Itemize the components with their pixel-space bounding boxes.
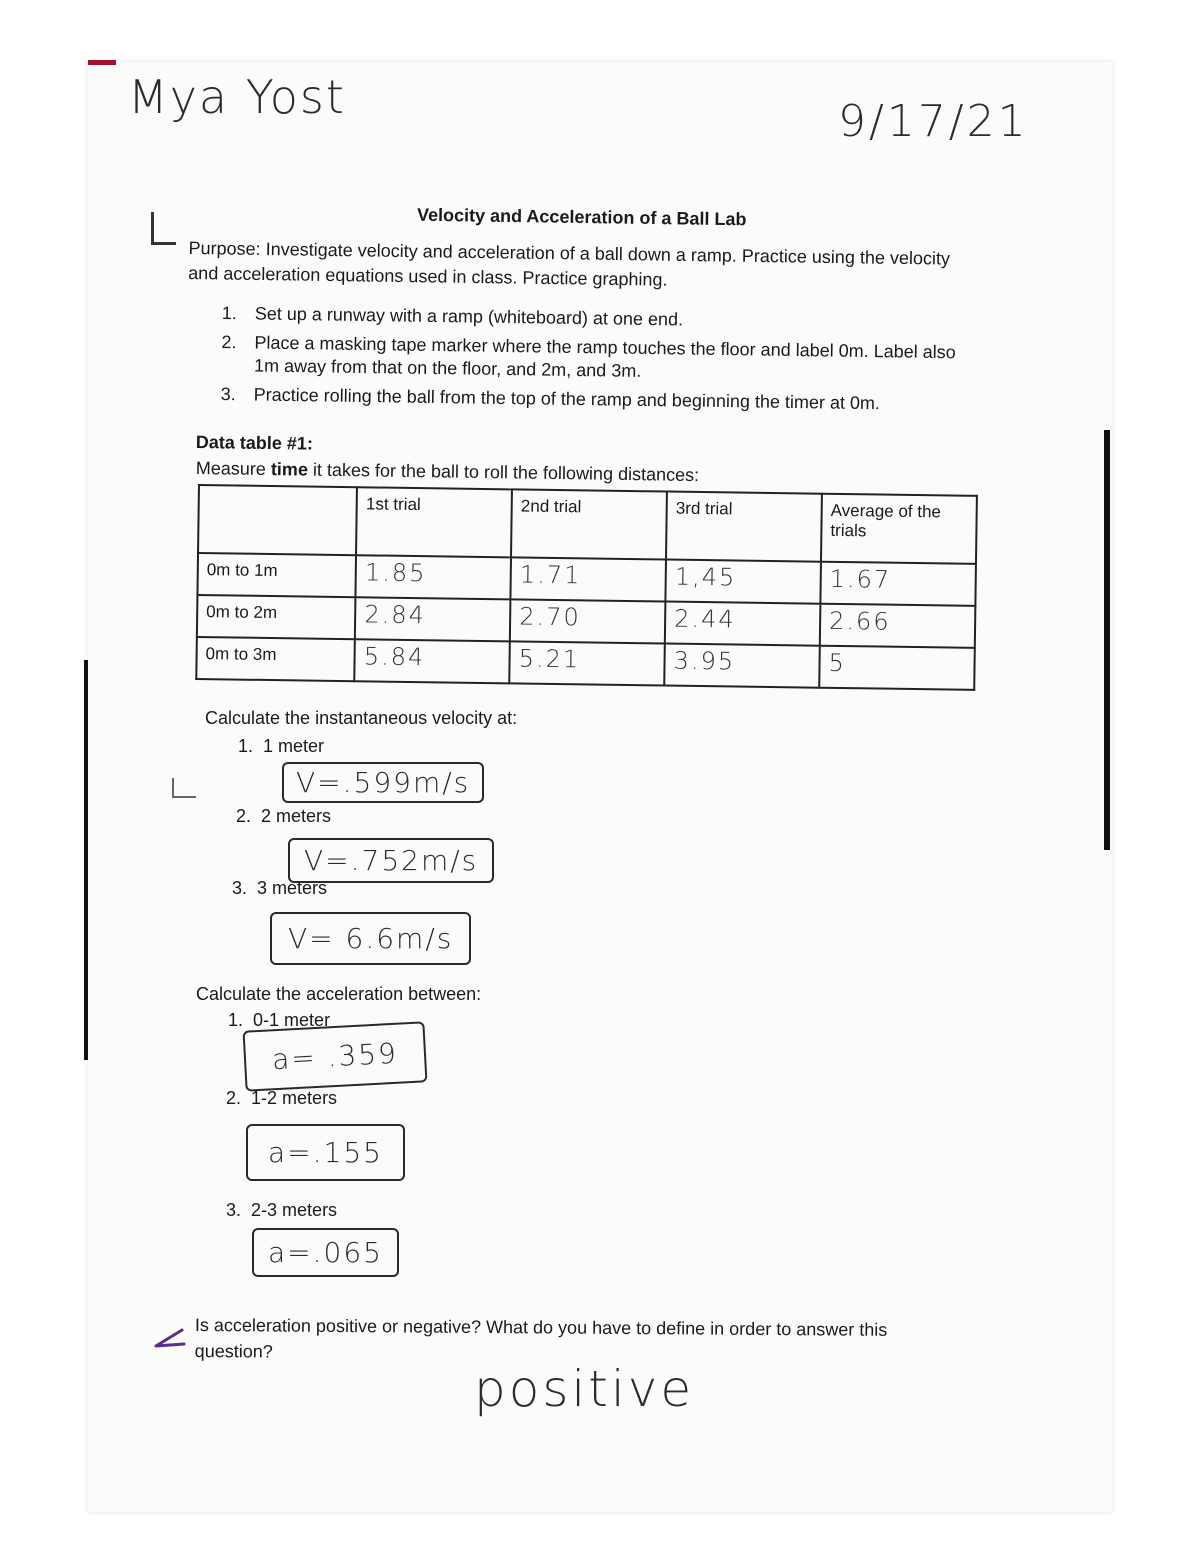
velocity-answer-3: V= 6.6m/s xyxy=(270,912,471,965)
step-item xyxy=(221,331,982,388)
table-header-row xyxy=(198,485,977,564)
purpose-text: Purpose: Investigate velocity and acceleration of a ball down a ramp. Practice using the velocity and acceleration equations used in class. Practice graphing. xyxy=(188,237,951,290)
column-header xyxy=(198,485,357,555)
column-header: 2nd trial xyxy=(511,489,667,559)
student-name: Mya Yost xyxy=(128,70,346,124)
step-text: Set up a runway with a ramp (whiteboard) at one end. xyxy=(254,303,684,330)
item-number: 1. xyxy=(238,736,254,756)
item-number: 2. xyxy=(226,1088,242,1108)
item-number: 3. xyxy=(232,878,248,898)
table-cell: 1.85 xyxy=(356,555,511,599)
item-label: 0-1 meter xyxy=(253,1010,331,1030)
column-header: 3rd trial xyxy=(666,492,822,562)
table-cell: 5.21 xyxy=(509,641,664,685)
item-number: 1. xyxy=(228,1010,244,1030)
table-cell: 2.84 xyxy=(355,597,510,641)
acceleration-heading: Calculate the acceleration between: xyxy=(196,984,482,1004)
page-edge-right xyxy=(1104,430,1110,850)
row-label: 0m to 1m xyxy=(197,553,356,597)
item-label: 2 meters xyxy=(261,806,332,826)
item-label: 1 meter xyxy=(263,736,325,756)
step-number: 3. xyxy=(220,383,236,405)
table-cell: 3.95 xyxy=(664,644,819,688)
velocity-item-2 xyxy=(236,806,331,827)
table-cell: 1,45 xyxy=(665,560,820,604)
corner-mark xyxy=(88,60,116,65)
row-label: 0m to 2m xyxy=(197,595,356,639)
acceleration-answer-3: a=.065 xyxy=(252,1228,399,1277)
acceleration-item-3 xyxy=(226,1200,337,1221)
column-header: Average of the trials xyxy=(821,494,977,564)
velocity-item-3 xyxy=(232,878,327,899)
table-cell: 5 xyxy=(819,646,975,690)
column-header: 1st trial xyxy=(356,487,512,557)
item-label: 2-3 meters xyxy=(251,1200,338,1220)
instruction-pre: Measure xyxy=(195,458,272,480)
step-number: 2. xyxy=(221,331,237,353)
velocity-answer-1: V=.599m/s xyxy=(282,762,484,803)
instruction-post: it takes for the ball to roll the following distances: xyxy=(307,459,700,486)
step-item xyxy=(221,383,981,417)
velocity-item-1 xyxy=(238,736,324,757)
velocity-answer-2: V=.752m/s xyxy=(288,838,494,883)
velocity-heading: Calculate the instantaneous velocity at: xyxy=(205,708,518,728)
question-text: Is acceleration positive or negative? What do you have to define in order to answer this question? xyxy=(194,1314,888,1362)
data-table-heading: Data table #1: xyxy=(195,432,314,454)
acceleration-item-2 xyxy=(226,1088,337,1109)
page-edge-left xyxy=(84,660,88,1060)
table-cell: 2.66 xyxy=(820,604,976,648)
item-label: 3 meters xyxy=(257,878,328,898)
row-label: 0m to 3m xyxy=(196,637,355,681)
table-cell: 2.44 xyxy=(665,602,820,646)
acceleration-answer-2: a=.155 xyxy=(246,1124,405,1181)
item-number: 3. xyxy=(226,1200,242,1220)
step-number: 1. xyxy=(221,302,238,324)
table-cell: 1.67 xyxy=(820,562,976,606)
table-cell: 2.70 xyxy=(510,599,665,643)
item-number: 2. xyxy=(236,806,252,826)
grading-mark xyxy=(172,778,196,798)
step-text: Practice rolling the ball from the top of the ramp and beginning the timer at 0m. xyxy=(253,384,881,414)
data-table xyxy=(195,484,978,691)
pen-check-icon xyxy=(152,1326,188,1352)
bracket-mark xyxy=(151,212,176,245)
date: 9/17/21 xyxy=(838,96,1029,147)
procedure-steps xyxy=(220,302,981,423)
step-text: Place a masking tape marker where the ramp touches the floor and label 0m. Label also 1m away from that on the floor, and 2m, and 3m. xyxy=(253,332,956,381)
item-label: 1-2 meters xyxy=(251,1088,338,1108)
table-cell: 5.84 xyxy=(354,639,509,683)
table-cell: 1.71 xyxy=(511,557,666,601)
acceleration-answer-1: a= .359 xyxy=(243,1021,428,1091)
question-answer: positive xyxy=(474,1360,695,1418)
instruction-bold: time xyxy=(270,459,309,480)
page-title: Velocity and Acceleration of a Ball Lab xyxy=(416,204,747,230)
